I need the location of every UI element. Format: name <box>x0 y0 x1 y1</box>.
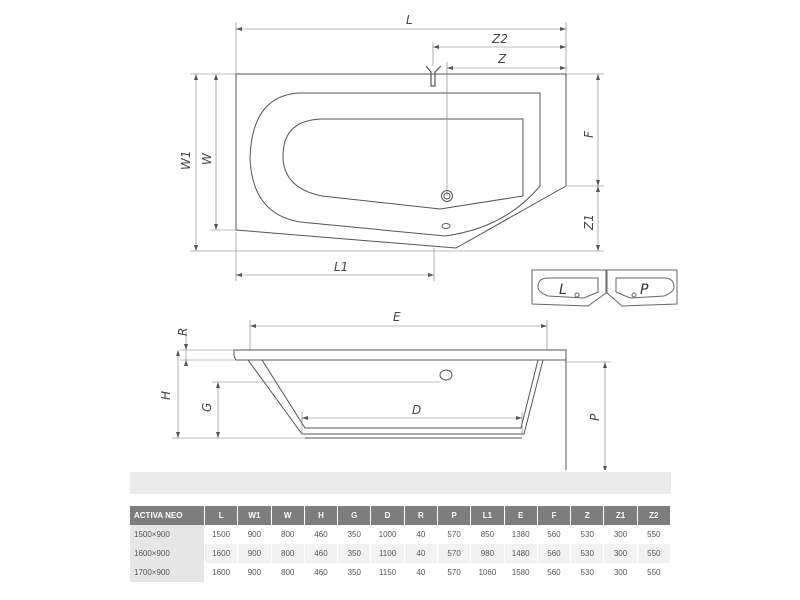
label-L: L <box>406 13 413 27</box>
table-cell: 900 <box>238 544 271 563</box>
table-cell: 550 <box>637 563 670 582</box>
table-cell: 350 <box>338 544 371 563</box>
table-cell: 300 <box>604 563 637 582</box>
header-col: L <box>205 506 238 525</box>
header-col: F <box>537 506 570 525</box>
header-col: H <box>304 506 337 525</box>
table-cell: 40 <box>404 563 437 582</box>
table-row <box>130 544 671 563</box>
label-E: E <box>393 310 401 324</box>
table-cell: 800 <box>271 563 304 582</box>
table-cell: 530 <box>571 563 604 582</box>
table-cell: 530 <box>571 544 604 563</box>
table-cell: 560 <box>537 563 570 582</box>
dimensions-table <box>130 506 671 582</box>
label-P: P <box>588 413 602 421</box>
table-cell-model: 1500×900 <box>130 525 205 544</box>
table-cell: 1060 <box>471 563 504 582</box>
table-cell: 300 <box>604 544 637 563</box>
faucet-icon <box>426 66 441 86</box>
table-cell: 560 <box>537 544 570 563</box>
table-cell: 1600 <box>205 544 238 563</box>
table-cell: 460 <box>304 563 337 582</box>
label-D: D <box>412 403 422 417</box>
table-cell: 1150 <box>371 563 404 582</box>
header-col: R <box>404 506 437 525</box>
table-cell: 980 <box>471 544 504 563</box>
table-cell-model: 1600×900 <box>130 544 205 563</box>
table-cell-model: 1700×900 <box>130 563 205 582</box>
header-col: P <box>437 506 470 525</box>
table-cell: 1100 <box>371 544 404 563</box>
mini-label-left: L <box>559 282 567 298</box>
table-cell: 570 <box>437 563 470 582</box>
tub-rim-side <box>234 350 566 360</box>
label-Z: Z <box>498 52 507 66</box>
label-H: H <box>159 390 173 400</box>
table-cell: 1380 <box>504 525 537 544</box>
table-cell: 570 <box>437 544 470 563</box>
table-cell: 460 <box>304 525 337 544</box>
header-model: ACTIVA NEO <box>130 506 205 525</box>
header-col: W <box>271 506 304 525</box>
table-cell: 460 <box>304 544 337 563</box>
label-W1: W1 <box>179 150 193 170</box>
table-cell: 900 <box>238 525 271 544</box>
table-cell: 530 <box>571 525 604 544</box>
table-cell: 900 <box>238 563 271 582</box>
table-cell: 550 <box>637 525 670 544</box>
table-row <box>130 525 671 544</box>
tub-outline-top <box>236 74 566 248</box>
table-cell: 800 <box>271 544 304 563</box>
table-header-row <box>130 506 671 525</box>
overflow-top <box>442 224 450 229</box>
tub-basin <box>283 119 523 209</box>
header-col: E <box>504 506 537 525</box>
table-cell: 40 <box>404 525 437 544</box>
label-Z2: Z2 <box>492 32 508 46</box>
separator-band <box>130 472 671 494</box>
header-col: D <box>371 506 404 525</box>
label-Z1: Z1 <box>582 214 596 230</box>
label-L1: L1 <box>334 260 349 274</box>
header-col: G <box>338 506 371 525</box>
table-row <box>130 563 671 582</box>
overflow-side <box>440 370 452 380</box>
tub-inner-rim <box>250 93 540 236</box>
header-col: Z2 <box>637 506 670 525</box>
label-F: F <box>582 131 596 138</box>
table-cell: 350 <box>338 525 371 544</box>
mini-tub-left <box>532 270 606 306</box>
table-cell: 560 <box>537 525 570 544</box>
table-cell: 570 <box>437 525 470 544</box>
table-cell: 1600 <box>205 563 238 582</box>
table-cell: 1480 <box>504 544 537 563</box>
label-R: R <box>176 327 190 336</box>
table-cell: 350 <box>338 563 371 582</box>
table-cell: 550 <box>637 544 670 563</box>
header-col: Z1 <box>604 506 637 525</box>
label-G: G <box>200 402 214 412</box>
header-col: L1 <box>471 506 504 525</box>
table-cell: 1500 <box>205 525 238 544</box>
table-cell: 300 <box>604 525 637 544</box>
table-cell: 1580 <box>504 563 537 582</box>
label-W: W <box>200 153 214 165</box>
mini-label-right: P <box>640 282 649 298</box>
table-cell: 800 <box>271 525 304 544</box>
header-col: W1 <box>238 506 271 525</box>
tub-body-side <box>248 360 543 434</box>
table-cell: 40 <box>404 544 437 563</box>
table-cell: 1000 <box>371 525 404 544</box>
header-col: Z <box>571 506 604 525</box>
table-cell: 850 <box>471 525 504 544</box>
